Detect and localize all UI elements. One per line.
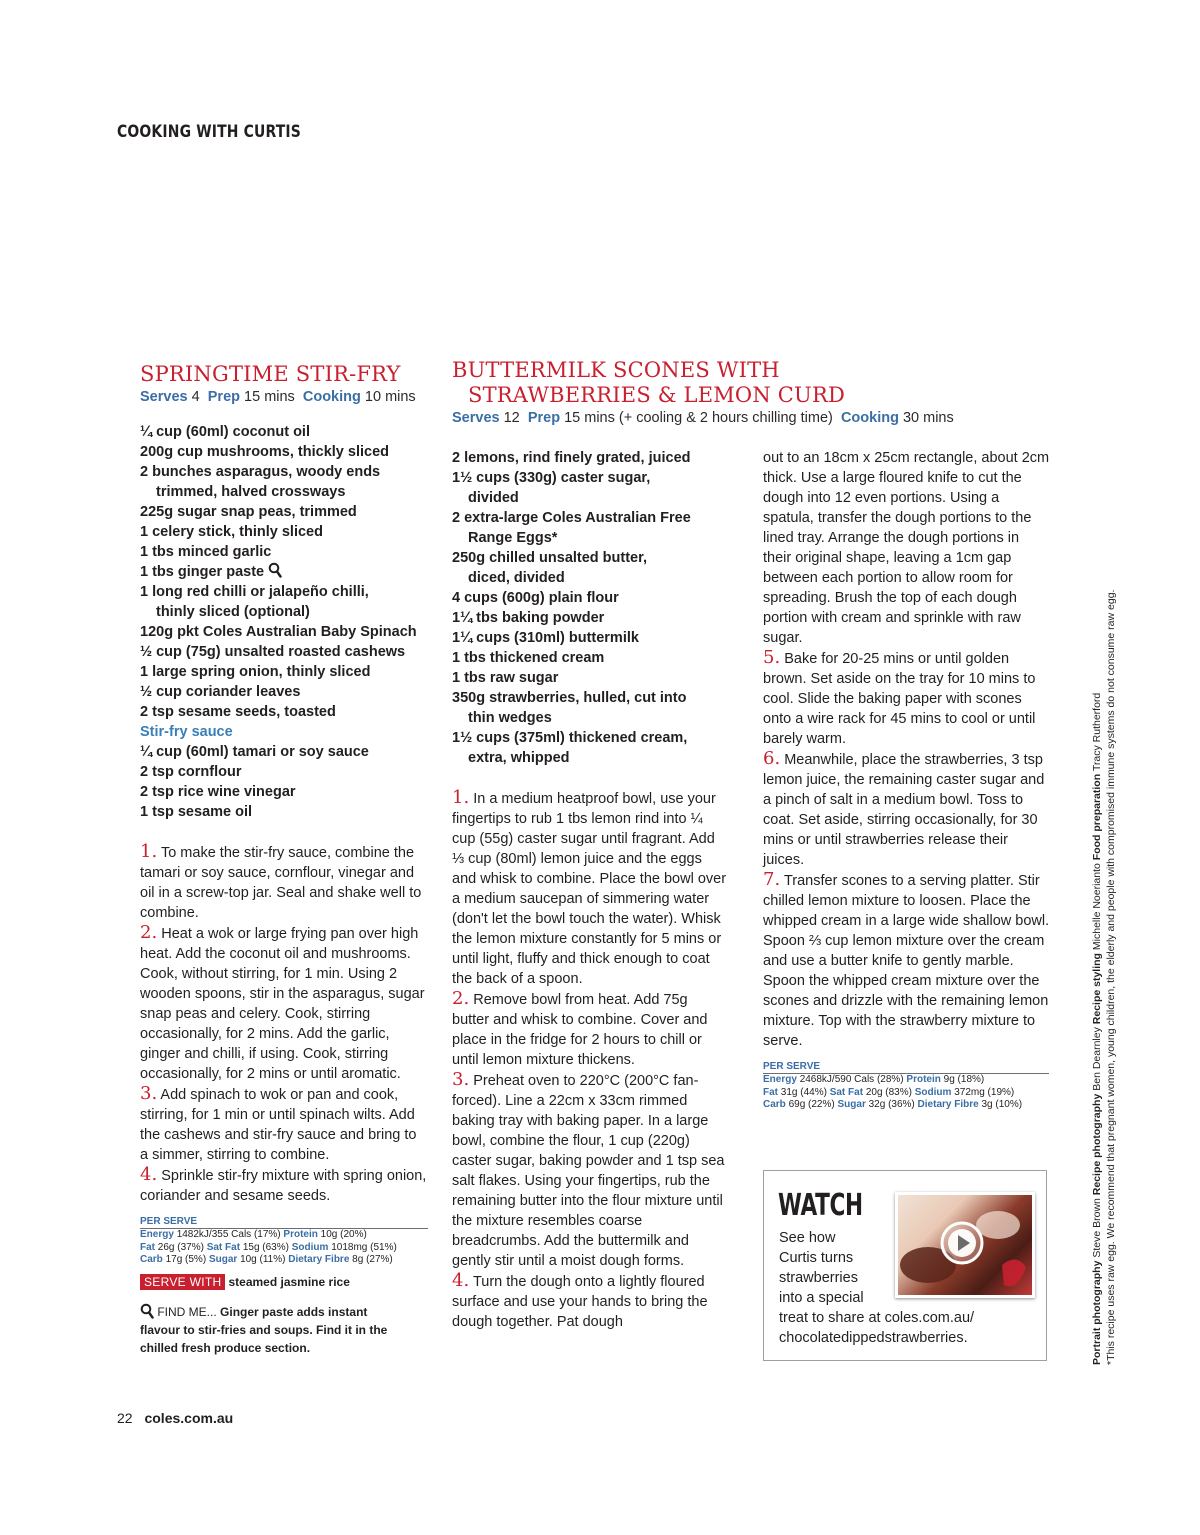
credit-label: Food preparation: [1091, 773, 1103, 861]
credit-value: Tracy Rutherford: [1091, 692, 1103, 772]
nutrient-label: Sugar: [208, 1254, 238, 1265]
recipe-scones-column-1: [452, 448, 742, 1332]
nutrient-value: 17g (5%): [165, 1254, 207, 1265]
ingredient: Range Eggs*: [468, 530, 558, 546]
watch-line: strawberries: [779, 1270, 858, 1286]
per-serve-label: PER SERVE: [763, 1061, 1049, 1074]
watch-line: into a special: [779, 1290, 864, 1306]
per-serve-nutrition: [140, 1216, 428, 1267]
nutrition-row: [140, 1229, 428, 1242]
nutrition-row: [763, 1099, 1049, 1112]
ingredient-list: [452, 448, 742, 768]
raw-egg-disclaimer: *This recipe uses raw egg. We recommend that pregnant women, young children, the elderly and people with compromised immune systems do not consume raw egg.: [1105, 589, 1117, 1365]
step-number: 2.: [140, 922, 158, 943]
nutrient-label: Carb: [763, 1099, 786, 1110]
ingredient: 2 bunches asparagus, woody ends: [140, 464, 381, 480]
ingredient: 1 tbs raw sugar: [452, 670, 559, 686]
step-text: out to an 18cm x 25cm rectangle, about 2cm thick. Use a large floured knife to cut the dough into 12 even portions. Using a spatula, transfer the dough portions to the lined tray. Arrange the dough portions in their original shape, leaving a 1cm gap between each portion to allow room for spreading. Brush the top of each dough portion with cream and sprinkle with raw sugar.: [763, 450, 1050, 646]
prep-label: Prep: [527, 410, 561, 426]
nutrient-label: Energy: [140, 1229, 174, 1240]
nutrient-value: 15g (63%): [242, 1241, 289, 1253]
ingredient: 1 celery stick, thinly sliced: [140, 524, 323, 540]
nutrient-value: 1482kJ/355 Cals (17%): [176, 1229, 281, 1240]
ingredient: 1½ cups (330g) caster sugar,: [452, 470, 651, 486]
ingredient: ½ cup (75g) unsalted roasted cashews: [140, 644, 406, 660]
nutrient-value: 26g (37%): [157, 1241, 204, 1253]
recipe-title: [452, 358, 1052, 408]
ingredient: thin wedges: [468, 710, 552, 726]
magnifier-icon: [140, 1303, 154, 1319]
nutrient-value: 2468kJ/590 Cals (28%): [799, 1074, 904, 1085]
page-number: 22: [117, 1410, 133, 1426]
nutrient-value: 20g (83%): [865, 1086, 912, 1098]
method-step: [763, 648, 1051, 749]
nutrient-label: Sugar: [837, 1099, 866, 1110]
serve-with-tag: SERVE WITH: [140, 1274, 225, 1290]
method-step: [140, 923, 428, 1084]
method-step: [763, 870, 1051, 1051]
method-step: [140, 1084, 428, 1165]
credit-value: Ben Dearnley: [1091, 1027, 1103, 1091]
nutrient-label: Dietary Fibre: [288, 1254, 350, 1265]
step-text: Heat a wok or large frying pan over high heat. Add the coconut oil and mushrooms. Cook, without stirring, for 1 min. Using 2 wooden spoons, stir in the asparagus, sugar snap peas and celery. Cook, stirring occasionally, for 2 mins. Add the garlic, ginger and chilli, if using. Cook, stirring occasionally, for 2 mins or until aromatic.: [140, 926, 425, 1082]
credit-value: Michelle Noerianto: [1091, 863, 1103, 951]
step-text: Transfer scones to a serving platter. Stir chilled lemon mixture to loosen. Place the whipped cream in a large wide shallow bowl. Spoon ⅔ cup lemon mixture over the cream and use a butter knife to gently marble. Spoon the whipped cream mixture over the scones and drizzle with the remaining lemon mixture. Top with the strawberry mixture to serve.: [763, 873, 1050, 1049]
step-text: Preheat oven to 220°C (200°C fan-forced). Line a 22cm x 33cm rimmed baking tray with baking paper. In a large bowl, combine the flour, 1 cup (220g) caster sugar, baking powder and 1 tsp sea salt flakes. Using your fingertips, rub the remaining butter into the flour mixture until the mixture resembles coarse breadcrumbs. Add the buttermilk and gently stir until a moist dough forms.: [452, 1073, 725, 1269]
recipe-meta: [140, 389, 440, 405]
magnifier-icon: [268, 562, 282, 578]
cooking-value: 10 mins: [364, 389, 416, 405]
method-continued: [763, 448, 1051, 1051]
recipe-meta: [452, 410, 1052, 426]
step-number: 3.: [452, 1069, 470, 1090]
ingredient: 2 extra-large Coles Australian Free: [452, 510, 691, 526]
sauce-ingredient: 2 tsp cornflour: [140, 764, 242, 780]
credit-value: Steve Brown: [1091, 1198, 1103, 1258]
recipe-title-line: STRAWBERRIES & LEMON CURD: [468, 383, 846, 407]
footer-site[interactable]: coles.com.au: [144, 1410, 234, 1426]
page-footer: [117, 1410, 233, 1426]
photo-credits: [1090, 445, 1104, 1365]
nutrient-value: 372mg (19%): [954, 1086, 1015, 1098]
step-text: To make the stir-fry sauce, combine the tamari or soy sauce, cornflour, vinegar and oil in a screw-top jar. Seal and shake well to combine.: [140, 845, 422, 921]
nutrition-row: [763, 1074, 1049, 1087]
step-number: 5.: [763, 647, 781, 668]
nutrient-value: 32g (36%): [868, 1099, 915, 1110]
ingredient: trimmed, halved crossways: [156, 484, 346, 500]
find-me-text: Ginger paste adds instant flavour to stir-fries and soups. Find it in the chilled fresh produce section.: [140, 1304, 388, 1355]
nutrition-row: [140, 1242, 428, 1255]
method-step: [763, 749, 1051, 870]
ingredient: diced, divided: [468, 570, 565, 586]
ingredient: 120g pkt Coles Australian Baby Spinach: [140, 624, 417, 640]
nutrient-label: Dietary Fibre: [917, 1099, 979, 1110]
step-number: 4.: [452, 1270, 470, 1291]
ingredient: extra, whipped: [468, 750, 570, 766]
serves-value: 12: [503, 410, 520, 426]
method-step: [452, 1271, 728, 1332]
watch-line: Curtis turns: [779, 1250, 854, 1266]
ingredient: 350g strawberries, hulled, cut into: [452, 690, 687, 706]
serves-value: 4: [191, 389, 200, 405]
recipe-scones-column-2: [763, 448, 1051, 1112]
step-text: Meanwhile, place the strawberries, 3 tsp lemon juice, the remaining caster sugar and a pinch of salt in a medium bowl. Toss to coat. Set aside, stirring occasionally, for 30 mins or until strawberries release their juices.: [763, 752, 1045, 868]
step-text: Bake for 20-25 mins or until golden brown. Set aside on the tray for 10 mins to cool. Slide the baking paper with scones onto a wire rack for 45 mins to cool or until barely warm.: [763, 651, 1036, 747]
nutrient-value: 69g (22%): [788, 1099, 835, 1110]
nutrient-value: 8g (27%): [352, 1254, 393, 1265]
watch-title: WATCH: [778, 1188, 863, 1223]
credit-label: Portrait photography: [1091, 1260, 1103, 1365]
sauce-ingredient: 1 tsp sesame oil: [140, 804, 253, 820]
cooking-label: Cooking: [302, 389, 361, 405]
ingredient: 1 large spring onion, thinly sliced: [140, 664, 371, 680]
serves-label: Serves: [452, 410, 500, 426]
nutrition-row: [763, 1087, 1049, 1100]
nutrient-value: 9g (18%): [943, 1074, 985, 1085]
ingredient: 1½ cups (375ml) thickened cream,: [452, 730, 688, 746]
nutrient-value: 3g (10%): [981, 1099, 1023, 1110]
method-step: [452, 989, 728, 1070]
method-step: [140, 1165, 428, 1206]
step-number: 1.: [452, 787, 470, 808]
watch-text: [779, 1228, 1039, 1348]
per-serve-label: PER SERVE: [140, 1216, 428, 1229]
ingredient: divided: [468, 490, 519, 506]
ingredient: 200g cup mushrooms, thickly sliced: [140, 444, 389, 460]
prep-value: 15 mins (+ cooling & 2 hours chilling time): [564, 410, 833, 426]
ingredient: 1 tbs thickened cream: [452, 650, 605, 666]
recipe-title: SPRINGTIME STIR-FRY: [140, 362, 401, 386]
nutrient-label: Sodium: [914, 1086, 952, 1098]
section-label: COOKING WITH CURTIS: [117, 122, 301, 142]
watch-line-link[interactable]: chocolatedippedstrawberries.: [779, 1330, 968, 1346]
ingredient: 1 tbs ginger paste: [140, 564, 265, 580]
method-step: [452, 1070, 728, 1271]
prep-label: Prep: [207, 389, 240, 405]
ingredient: 1 long red chilli or jalapeño chilli,: [140, 584, 369, 600]
method-step: [140, 842, 428, 923]
credit-label: Recipe photography: [1091, 1093, 1103, 1196]
find-me-label: FIND ME...: [157, 1304, 217, 1319]
nutrient-label: Protein: [283, 1229, 318, 1240]
cooking-value: 30 mins: [902, 410, 954, 426]
ingredient: 225g sugar snap peas, trimmed: [140, 504, 357, 520]
nutrient-label: Protein: [906, 1074, 941, 1085]
step-number: 7.: [763, 869, 781, 890]
step-number: 4.: [140, 1164, 158, 1185]
ingredient: 2 lemons, rind finely grated, juiced: [452, 450, 691, 466]
ingredient: ¼ cup (60ml) coconut oil: [140, 424, 310, 440]
method: [452, 788, 728, 1332]
sauce-ingredient: ¼ cup (60ml) tamari or soy sauce: [140, 744, 369, 760]
ingredient: 1¼ tbs baking powder: [452, 610, 605, 626]
nutrient-label: Carb: [140, 1254, 163, 1265]
ingredient: ½ cup coriander leaves: [140, 684, 301, 700]
ingredient-ginger-paste: [140, 562, 440, 582]
nutrient-value: 1018mg (51%): [331, 1241, 397, 1253]
step-text: In a medium heatproof bowl, use your fingertips to rub 1 tbs lemon rind into ¼ cup (55g) caster sugar until fragrant. Add ⅓ cup (80ml) lemon juice and the eggs and whisk to combine. Place the bowl over a medium saucepan of simmering water (don't let the bowl touch the water). Whisk the lemon mixture constantly for 5 mins or until light, fluffy and thick enough to coat the back of a spoon.: [452, 791, 727, 987]
recipe-title-line: BUTTERMILK SCONES WITH: [452, 358, 780, 382]
prep-value: 15 mins: [244, 389, 295, 405]
recipe-scones-header: [452, 358, 1052, 426]
step-text: Turn the dough onto a lightly floured surface and use your hands to bring the dough together. Pat dough: [452, 1274, 708, 1330]
find-me-tip: [140, 1303, 390, 1357]
step-number: 2.: [452, 988, 470, 1009]
nutrient-label: Sat Fat: [829, 1086, 864, 1098]
nutrient-value: 10g (20%): [320, 1229, 367, 1240]
nutrient-value: 31g (44%): [780, 1086, 827, 1098]
ingredient: thinly sliced (optional): [156, 604, 310, 620]
credit-label: Recipe styling: [1091, 953, 1103, 1025]
sauce-ingredient: 2 tsp rice wine vinegar: [140, 784, 296, 800]
step-number: 3.: [140, 1083, 158, 1104]
serves-label: Serves: [140, 389, 188, 405]
ingredient: 2 tsp sesame seeds, toasted: [140, 704, 336, 720]
nutrient-label: Sat Fat: [206, 1241, 241, 1253]
method: [140, 842, 428, 1206]
step-text: Add spinach to wok or pan and cook, stirring, for 1 min or until spinach wilts. Add the cashews and stir-fry sauce and bring to a simmer, stirring to combine.: [140, 1087, 417, 1163]
ingredient-list: [140, 422, 440, 822]
per-serve-nutrition: [763, 1061, 1049, 1112]
credits: [1090, 445, 1118, 1365]
nutrient-label: Energy: [763, 1074, 797, 1085]
nutrient-label: Fat: [763, 1086, 778, 1098]
recipe-stir-fry: [140, 362, 440, 1357]
nutrient-value: 10g (11%): [240, 1254, 286, 1265]
sauce-heading: Stir-fry sauce: [140, 724, 233, 740]
nutrient-label: Sodium: [291, 1241, 329, 1253]
cooking-label: Cooking: [840, 410, 899, 426]
step-text: Sprinkle stir-fry mixture with spring onion, coriander and sesame seeds.: [140, 1168, 427, 1204]
serve-with: [140, 1275, 440, 1289]
serve-with-text: steamed jasmine rice: [228, 1274, 350, 1289]
ingredient: 1¼ cups (310ml) buttermilk: [452, 630, 639, 646]
nutrition-row: [140, 1254, 428, 1267]
ingredient: 4 cups (600g) plain flour: [452, 590, 619, 606]
watch-line-link[interactable]: treat to share at coles.com.au/: [779, 1310, 975, 1326]
step-number: 1.: [140, 841, 158, 862]
nutrient-label: Fat: [140, 1241, 155, 1253]
ingredient: 250g chilled unsalted butter,: [452, 550, 647, 566]
step-text: Remove bowl from heat. Add 75g butter and whisk to combine. Cover and place in the fridge for 2 hours to chill or until lemon mixture thickens.: [452, 992, 708, 1068]
ingredient: 1 tbs minced garlic: [140, 544, 272, 560]
method-step: [452, 788, 728, 989]
step-number: 6.: [763, 748, 781, 769]
watch-line: See how: [779, 1230, 836, 1246]
